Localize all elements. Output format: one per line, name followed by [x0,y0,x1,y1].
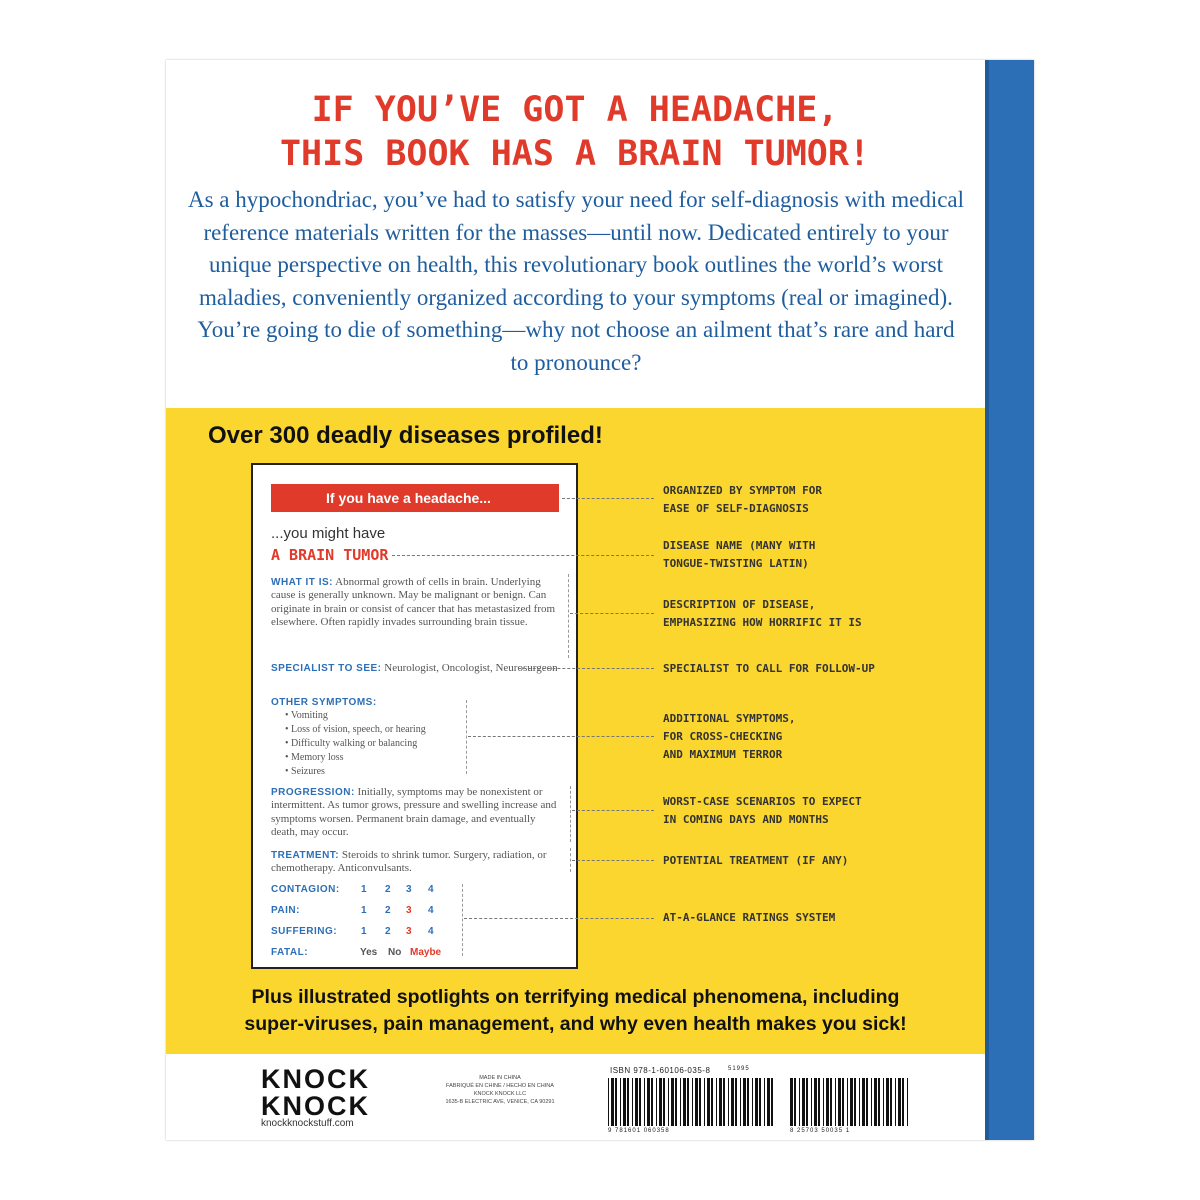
barcode-bar [799,1078,800,1126]
rating-label: FATAL: [271,947,309,958]
rating-option: 3 [406,884,412,895]
callout-line: ADDITIONAL SYMPTOMS, [663,712,796,725]
callout-line: POTENTIAL TREATMENT (IF ANY) [663,854,849,867]
logo-line: KNOCK [261,1091,370,1121]
rating-option: Yes [360,947,378,958]
leader-line [468,736,654,737]
list-item: • Seizures [285,765,426,779]
callout-line: AND MAXIMUM TERROR [663,748,783,761]
specialist-text: Neurologist, Oncologist, Neurosurgeon [384,662,558,674]
barcode-bar [687,1078,689,1126]
barcode-bar [743,1078,746,1126]
barcode-bar [847,1078,848,1126]
barcode-bar [859,1078,860,1126]
rating-option: 2 [385,884,391,895]
barcode-bar [620,1078,621,1126]
barcode-bar [663,1078,665,1126]
barcode-bar [627,1078,629,1126]
bracket-progression [570,786,571,842]
barcode-bar [898,1078,901,1126]
rating-option: 2 [385,905,391,916]
barcode-bar [878,1078,880,1126]
barcode-bar [755,1078,758,1126]
bracket-symptoms [466,700,467,774]
barcode-bar [890,1078,892,1126]
rating-option-selected: Maybe [410,947,442,958]
callout-line: ORGANIZED BY SYMPTOM FOR [663,484,822,497]
barcode-bar [671,1078,674,1126]
symptom-bar: If you have a headache... [271,484,559,512]
barcode-bar [615,1078,617,1126]
barcode-bar [711,1078,713,1126]
bracket-description [568,574,569,658]
specialist-label: SPECIALIST TO SEE: [271,663,382,674]
bracket-ratings [462,884,463,956]
callout-line: IN COMING DAYS AND MONTHS [663,813,829,826]
rating-option: No [388,947,402,958]
barcode-bar [802,1078,805,1126]
rating-option: 2 [385,926,391,937]
barcode-bar [866,1078,868,1126]
leader-line [572,860,654,861]
barcode-bar [723,1078,725,1126]
barcode-bar [611,1078,614,1126]
callout-line: FOR CROSS-CHECKING [663,730,783,743]
isbn-text: ISBN 978-1-60106-035-8 [610,1066,711,1075]
other-symptoms-label: OTHER SYMPTOMS: [271,697,377,708]
barcode-bar [907,1078,908,1126]
plus-spotlights [166,984,985,1038]
barcode-bar [883,1078,884,1126]
callout-line: EMPHASIZING HOW HORRIFIC IT IS [663,616,862,629]
barcode-bar [735,1078,737,1126]
callout-line: EASE OF SELF-DIAGNOSIS [663,502,809,515]
barcode-bar [759,1078,761,1126]
barcode-digits-2: 8 25703 50035 1 [790,1128,851,1134]
callout-line: TONGUE-TWISTING LATIN) [663,557,809,570]
barcode-bar [874,1078,877,1126]
callout-line: SPECIALIST TO CALL FOR FOLLOW-UP [663,662,875,675]
barcode-bar [871,1078,872,1126]
barcode-bar [806,1078,808,1126]
headline-line-2: THIS BOOK HAS A BRAIN TUMOR! [279,134,870,174]
disease-name: A BRAIN TUMOR [271,546,389,564]
leader-line [572,810,654,811]
barcode-bar [716,1078,717,1126]
callout-progression [663,793,862,829]
barcode-bar [752,1078,753,1126]
other-symptoms-list [285,709,426,779]
barcode-bar [656,1078,657,1126]
barcode-bar [830,1078,832,1126]
barcode-bar [835,1078,836,1126]
barcode-bar [699,1078,701,1126]
plus-line-1: Plus illustrated spotlights on terrifying medical phenomena, including [251,986,900,1008]
list-item: • Loss of vision, speech, or hearing [285,723,426,737]
legal-line: KNOCK KNOCK LLC [473,1091,527,1097]
book-spine-edge [985,60,1034,1140]
barcode-bar [692,1078,693,1126]
treatment-text: Steroids to shrink tumor. Surgery, radiation, or chemotherapy. Anticonvulsants. [271,849,547,875]
rating-option: 4 [428,884,434,895]
barcode-bar [740,1078,741,1126]
barcode-bar [675,1078,677,1126]
callout-line: DESCRIPTION OF DISEASE, [663,598,816,611]
publisher-logo [261,1066,370,1120]
rating-option: 4 [428,926,434,937]
barcode-bar [644,1078,645,1126]
rating-label: CONTAGION: [271,884,340,895]
leader-line [562,498,654,499]
rating-option: 1 [361,926,367,937]
barcode-addon: 51995 [728,1066,750,1072]
other-symptoms-entry [271,696,561,709]
rating-label: PAIN: [271,905,300,916]
list-item: • Memory loss [285,751,426,765]
leader-line [464,918,654,919]
barcode-bar [651,1078,653,1126]
barcode-bar [854,1078,856,1126]
might-have-text: ...you might have [271,525,386,542]
callout-ratings [663,909,835,927]
upc-barcode [790,1078,910,1128]
barcode-bar [707,1078,710,1126]
what-it-is-entry [271,576,561,630]
barcode-bar [838,1078,841,1126]
what-it-is-text: Abnormal growth of cells in brain. Underlying cause is generally unknown. May be malignant or benign. Can originate in brain or consist of cancer that has metastasized from elsewhere. Often rapidly invades surrounding brain tissue. [271,576,556,629]
tagline: Over 300 deadly diseases profiled! [208,422,603,449]
barcode-bar [794,1078,796,1126]
barcode-bar [814,1078,817,1126]
barcode-bar [704,1078,705,1126]
headline [166,88,984,176]
description-blurb: As a hypochondriac, you’ve had to satisfy your need for self-diagnosis with medical reference materials written for the masses—until now. Dedicated entirely to your unique perspective on health, this revolutionary book outlines the world’s worst maladies, conveniently organized according to your symptoms (real or imagined). You’re going to die of something—why not choose an ailment that’s rare and hard to pronounce? [187,187,965,375]
barcode-bar [728,1078,729,1126]
barcode-bar [790,1078,793,1126]
barcode-bar [842,1078,844,1126]
legal-text [410,1074,590,1106]
callout-description [663,596,862,632]
leader-line [392,555,654,556]
barcode-bar [719,1078,722,1126]
list-item: • Vomiting [285,709,426,723]
barcode-bar [747,1078,749,1126]
callout-line: WORST-CASE SCENARIOS TO EXPECT [663,795,862,808]
list-item: • Difficulty walking or balancing [285,737,426,751]
legal-line: 1635-B ELECTRIC AVE, VENICE, CA 90291 [445,1099,555,1105]
treatment-entry [271,849,561,876]
barcode-digits: 9 781601 060358 [608,1128,670,1134]
barcode-bar [623,1078,626,1126]
leader-line [570,613,654,614]
publisher-url: knockknockstuff.com [261,1118,354,1129]
progression-label: PROGRESSION: [271,787,355,798]
treatment-label: TREATMENT: [271,850,340,861]
barcode-bar [683,1078,686,1126]
logo-line: KNOCK [261,1064,370,1094]
barcode-bar [764,1078,765,1126]
what-it-is-label: WHAT IT IS: [271,577,333,588]
legal-line: MADE IN CHINA [479,1075,521,1081]
callout-symptoms [663,710,795,764]
callout-organized [663,482,822,518]
barcode-bar [811,1078,812,1126]
rating-option: 1 [361,905,367,916]
callout-line: AT-A-GLANCE RATINGS SYSTEM [663,911,836,924]
barcode-bar [862,1078,865,1126]
progression-entry [271,786,561,840]
bracket-treatment [570,848,571,872]
barcode-bar [659,1078,662,1126]
barcode-bar [647,1078,650,1126]
barcode-bar [823,1078,824,1126]
barcode-bar [850,1078,853,1126]
rating-label: SUFFERING: [271,926,338,937]
barcode-bar [731,1078,734,1126]
callout-specialist [663,660,875,678]
callout-treatment [663,852,848,870]
plus-line-2: super-viruses, pain management, and why even health makes you sick! [244,1013,907,1035]
leader-line [518,668,654,669]
barcode-bar [639,1078,641,1126]
barcode-bar [902,1078,904,1126]
rating-option-selected: 3 [406,905,412,916]
barcode-bar [826,1078,829,1126]
barcode-bar [818,1078,820,1126]
barcode-bar [895,1078,896,1126]
barcode-bar [767,1078,770,1126]
barcode-bar [632,1078,633,1126]
legal-line: FABRIQUÉ EN CHINE / HECHO EN CHINA [446,1083,554,1089]
barcode-bar [886,1078,889,1126]
barcode-bar [680,1078,681,1126]
headline-line-1: IF YOU’VE GOT A HEADACHE, [311,90,839,130]
barcode-bar [771,1078,773,1126]
rating-option: 4 [428,905,434,916]
barcode-bar [695,1078,698,1126]
isbn-barcode [608,1078,778,1128]
rating-option-selected: 3 [406,926,412,937]
callout-line: DISEASE NAME (MANY WITH [663,539,816,552]
barcode-bar [635,1078,638,1126]
barcode-bar [608,1078,609,1126]
callout-disease-name [663,537,815,573]
rating-option: 1 [361,884,367,895]
progression-text: Initially, symptoms may be nonexistent or intermittent. As tumor grows, pressure and swelling increase and symptoms worsen. Permanent brain damage, and eventually death, may occur. [271,786,557,839]
barcode-bar [668,1078,669,1126]
